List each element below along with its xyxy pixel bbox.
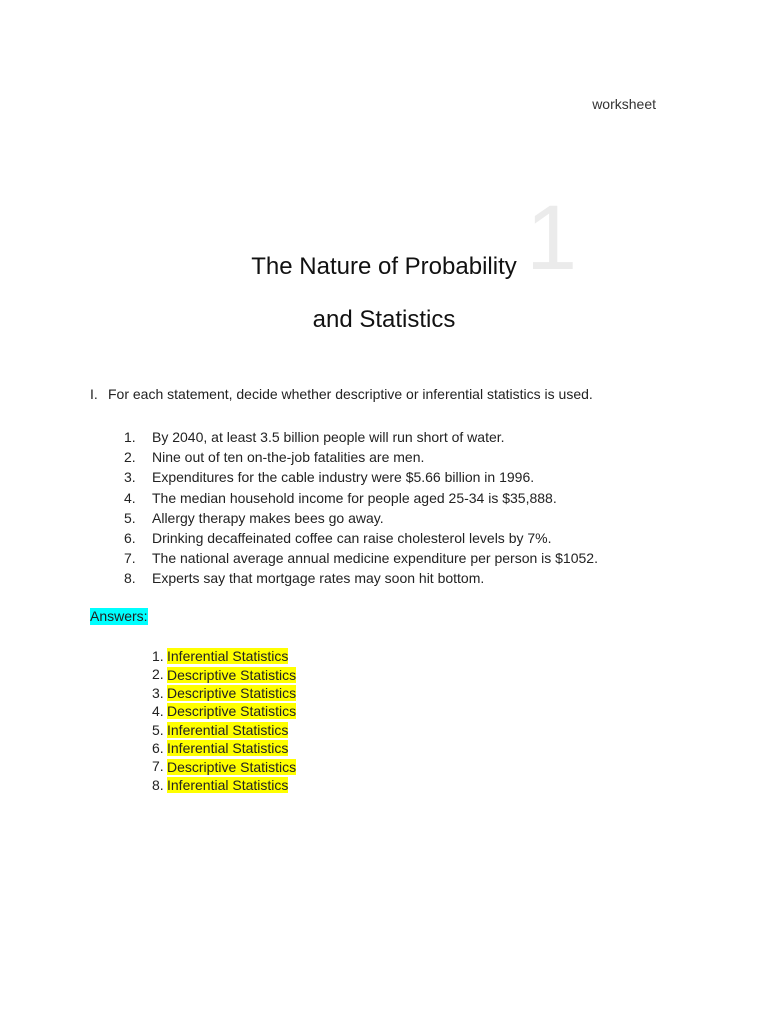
question-number: 4. <box>124 489 136 506</box>
answer-number: 5. <box>152 721 164 738</box>
section-numeral: I. <box>90 386 98 402</box>
question-number: 8. <box>124 570 136 587</box>
question-number: 1. <box>124 429 136 445</box>
answer-item <box>152 776 296 794</box>
answer-number: 2. <box>152 666 164 683</box>
question-item <box>124 467 598 487</box>
answer-number: 6. <box>152 739 164 756</box>
question-item <box>124 568 598 588</box>
answer-number: 3. <box>152 684 164 701</box>
question-number: 6. <box>124 529 136 546</box>
question-item <box>124 447 598 467</box>
chapter-number: 1 <box>526 187 578 289</box>
answer-text: Inferential Statistics <box>167 776 289 793</box>
section-instruction <box>90 386 593 402</box>
answer-text: Descriptive Statistics <box>167 758 297 775</box>
question-number: 2. <box>124 449 136 466</box>
question-item <box>124 508 598 528</box>
question-text: Experts say that mortgage rates may soon hit bottom. <box>152 570 485 587</box>
question-item <box>124 528 598 548</box>
answer-text: Inferential Statistics <box>167 648 289 665</box>
question-text: Drinking decaffeinated coffee can raise cholesterol levels by 7%. <box>152 529 552 546</box>
question-text: The national average annual medicine expenditure per person is $1052. <box>152 550 598 567</box>
answer-item <box>152 702 296 720</box>
question-item <box>124 548 598 568</box>
question-text: The median household income for people aged 25-34 is $35,888. <box>152 489 557 506</box>
question-text: Nine out of ten on-the-job fatalities are men. <box>152 449 425 466</box>
question-item <box>124 488 598 508</box>
answer-item <box>152 757 296 775</box>
answer-number: 8. <box>152 776 164 793</box>
answer-text: Descriptive Statistics <box>167 684 297 701</box>
section-instruction-text: For each statement, decide whether descriptive or inferential statistics is used. <box>108 386 593 402</box>
question-text: Expenditures for the cable industry were $5.66 billion in 1996. <box>152 469 535 486</box>
answer-number: 1. <box>152 648 164 664</box>
answer-number: 7. <box>152 758 164 775</box>
worksheet-label: worksheet <box>592 96 656 112</box>
chapter-title-line-1: The Nature of Probability <box>251 253 517 280</box>
answer-item <box>152 647 296 665</box>
question-item <box>124 427 598 447</box>
answer-text: Inferential Statistics <box>167 740 289 757</box>
answer-text: Descriptive Statistics <box>167 703 297 720</box>
question-text: By 2040, at least 3.5 billion people will run short of water. <box>152 429 505 445</box>
answer-list <box>152 647 296 794</box>
question-number: 5. <box>124 509 136 526</box>
answer-item <box>152 739 296 757</box>
answers-heading: Answers: <box>90 608 148 624</box>
question-number: 3. <box>124 469 136 486</box>
answer-text: Inferential Statistics <box>167 721 289 738</box>
question-number: 7. <box>124 550 136 567</box>
question-text: Allergy therapy makes bees go away. <box>152 509 384 526</box>
answer-item <box>152 721 296 739</box>
answer-text: Descriptive Statistics <box>167 666 297 683</box>
answer-item <box>152 684 296 702</box>
question-list <box>124 427 598 589</box>
chapter-title-line-2: and Statistics <box>312 306 456 333</box>
answer-item <box>152 665 296 683</box>
answer-number: 4. <box>152 703 164 720</box>
